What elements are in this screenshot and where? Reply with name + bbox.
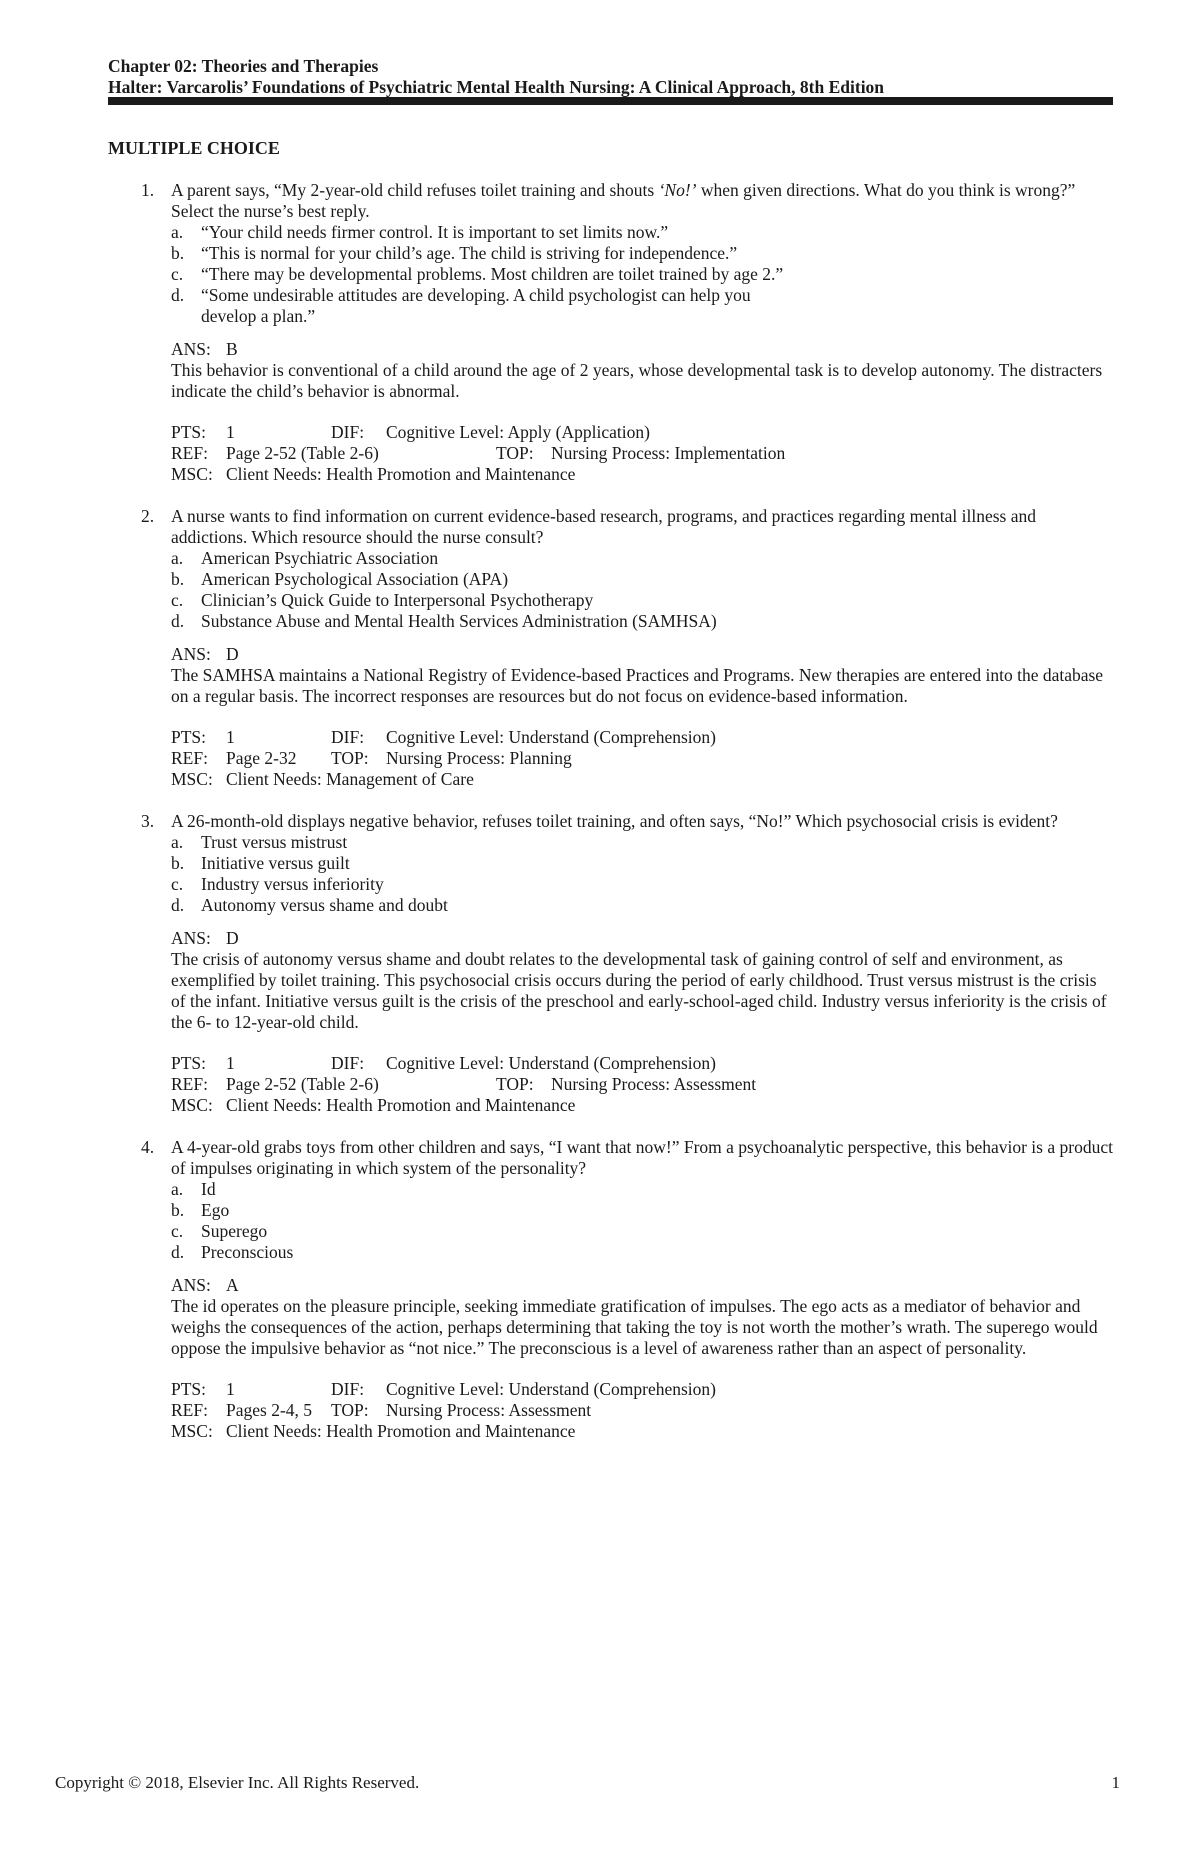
page-number: 1 (1111, 1773, 1120, 1792)
question-stem: A nurse wants to find information on current evidence-based research, programs, and practices regarding mental illness and addictions. Which resource should the nurse consult? (171, 506, 1036, 547)
option-c: c. Clinician’s Quick Guide to Interpersonal Psychotherapy (171, 590, 594, 610)
book-title: Halter: Varcarolis’ Foundations of Psychiatric Mental Health Nursing: A Clinical Approach, 8th Edition (108, 77, 885, 97)
option-c: c. “There may be developmental problems. Most children are toilet trained by age 2.” (171, 264, 784, 284)
option-b: b. “This is normal for your child’s age. The child is striving for independence.” (171, 243, 738, 263)
question-number: 3. (141, 811, 155, 831)
option-list (171, 222, 1113, 327)
question-2 (108, 506, 1113, 790)
section-title: MULTIPLE CHOICE (108, 138, 280, 158)
header-rule (108, 97, 1113, 105)
question-4 (108, 1137, 1113, 1442)
question-stem: A 4-year-old grabs toys from other children and says, “I want that now!” From a psychoanalytic perspective, this behavior is a product of impulses originating in which system of the personality? (171, 1137, 1113, 1178)
copyright-notice: Copyright © 2018, Elsevier Inc. All Rights Reserved. (55, 1773, 420, 1792)
chapter-title: Chapter 02: Theories and Therapies (108, 56, 379, 76)
question-stem: A 26-month-old displays negative behavior, refuses toilet training, and often says, “No!” Which psychosocial crisis is evident? (171, 811, 1058, 831)
option-list (171, 832, 1113, 916)
question-number: 4. (141, 1137, 155, 1157)
question-metadata: PTS: 1 DIF: Cognitive Level: Understand (Comprehension) REF: Page 2-32 TOP: Nursing Process: Planning MSC: Client Needs: Management of Care (171, 727, 716, 789)
option-list (171, 1179, 1113, 1263)
option-d: d. Substance Abuse and Mental Health Services Administration (SAMHSA) (171, 611, 717, 631)
option-a: a. Id (171, 1179, 216, 1199)
document-header (108, 56, 1113, 98)
option-list (171, 548, 1113, 632)
rationale: This behavior is conventional of a child around the age of 2 years, whose developmental task is to develop autonomy. The distracters indicate the child’s behavior is abnormal. (171, 360, 1103, 401)
rationale: The id operates on the pleasure principle, seeking immediate gratification of impulses. The ego acts as a mediator of behavior and weighs the consequences of the action, perhaps determining that taking the toy is not worth the mother’s wrath. The superego would oppose the impulsive behavior as “not nice.” The preconscious is a level of awareness rather than an aspect of personality. (171, 1296, 1098, 1358)
question-metadata: PTS: 1 DIF: Cognitive Level: Understand (Comprehension) REF: Pages 2-4, 5 TOP: Nursing Process: Assessment MSC: Client Needs: Health Promotion and Maintenance (171, 1379, 716, 1441)
answer: ANS: B (171, 339, 238, 359)
question-stem: A parent says, “My 2-year-old child refuses toilet training and shouts ‘No!’ when given directions. What do you think is wrong?” Select the nurse’s best reply. (171, 180, 1076, 221)
option-b: b. Ego (171, 1200, 230, 1220)
option-d: d. Autonomy versus shame and doubt (171, 895, 448, 915)
option-c: c. Industry versus inferiority (171, 874, 384, 894)
answer: ANS: A (171, 1275, 239, 1295)
question-metadata: PTS: 1 DIF: Cognitive Level: Apply (Application) REF: Page 2-52 (Table 2-6) TOP: Nursing Process: Implementation MSC: Client Needs: Health Promotion and Maintenance (171, 422, 786, 484)
option-d: d. Preconscious (171, 1242, 294, 1262)
answer: ANS: D (171, 928, 239, 948)
option-b: b. Initiative versus guilt (171, 853, 350, 873)
option-b: b. American Psychological Association (APA) (171, 569, 509, 589)
question-number: 1. (141, 180, 155, 200)
option-c: c. Superego (171, 1221, 268, 1241)
question-metadata: PTS: 1 DIF: Cognitive Level: Understand (Comprehension) REF: Page 2-52 (Table 2-6) TOP: Nursing Process: Assessment MSC: Client Needs: Health Promotion and Maintenance (171, 1053, 757, 1115)
option-a: a. “Your child needs firmer control. It is important to set limits now.” (171, 222, 669, 242)
question-1 (108, 180, 1113, 485)
rationale: The SAMHSA maintains a National Registry of Evidence-based Practices and Programs. New therapies are entered into the database on a regular basis. The incorrect responses are resources but do not focus on evidence-based information. (171, 665, 1104, 706)
answer: ANS: D (171, 644, 239, 664)
option-a: a. American Psychiatric Association (171, 548, 439, 568)
option-a: a. Trust versus mistrust (171, 832, 348, 852)
rationale: The crisis of autonomy versus shame and doubt relates to the developmental task of gaining control of self and environment, as exemplified by toilet training. This psychosocial crisis occurs during the period of early childhood. Trust versus mistrust is the crisis of the infant. Initiative versus guilt is the crisis of the preschool and early-school-aged child. Industry versus inferiority is the crisis of the 6- to 12-year-old child. (171, 949, 1107, 1032)
question-number: 2. (141, 506, 155, 526)
option-d: d. “Some undesirable attitudes are developing. A child psychologist can help you develop a plan.” (171, 285, 751, 326)
question-3 (108, 811, 1113, 1116)
question-list (108, 180, 1113, 1442)
